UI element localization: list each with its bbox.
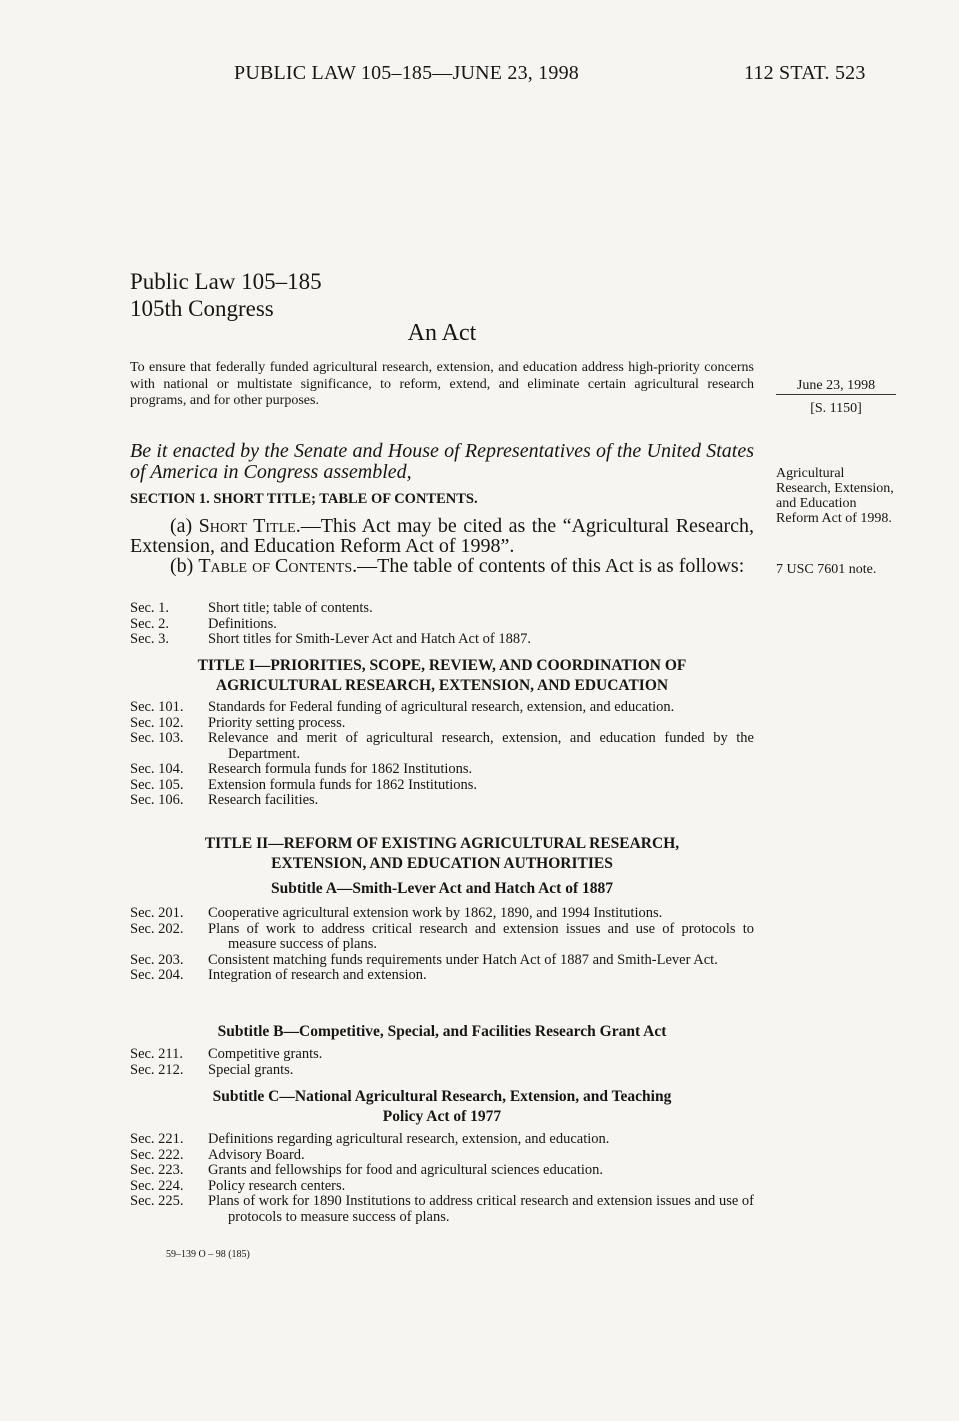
toc-entry bbox=[130, 1194, 754, 1225]
purpose-statement: To ensure that federally funded agricultural research, extension, and education address high-priority concerns with national or multistate significance, to reform, extend, and eliminate certain agricultural research programs, and for other purposes. bbox=[130, 360, 754, 408]
act-title: An Act bbox=[407, 320, 477, 346]
toc-section-title: Relevance and merit of agricultural research, extension, and education funded by the Department. bbox=[208, 730, 754, 762]
margin-note-date: June 23, 1998 bbox=[776, 378, 896, 395]
toc-entry bbox=[130, 1047, 754, 1063]
paragraph-b-text: .—The table of contents of this Act is as follows: bbox=[352, 555, 745, 577]
toc-section-title: Priority setting process. bbox=[208, 714, 346, 731]
toc-section-title: Definitions regarding agricultural research, extension, and education. bbox=[208, 1131, 610, 1147]
subtitle-a-heading: Subtitle A—Smith-Lever Act and Hatch Act of 1887 bbox=[271, 880, 613, 897]
toc-entry bbox=[130, 968, 754, 984]
toc-subtitle-b-list bbox=[130, 1047, 754, 1078]
public-law-number: Public Law 105–185 bbox=[130, 269, 322, 294]
toc-section-title: Research formula funds for 1862 Institutions. bbox=[208, 761, 473, 777]
toc-section-title: Policy research centers. bbox=[208, 1177, 346, 1194]
toc-entry bbox=[130, 1163, 754, 1179]
paragraph-a-caption: Short Title bbox=[198, 515, 296, 537]
toc-entry bbox=[130, 731, 754, 762]
section-1-heading: SECTION 1. SHORT TITLE; TABLE OF CONTENTS. bbox=[130, 491, 478, 507]
paragraph-b-caption: Table of Contents bbox=[198, 555, 353, 577]
toc-section-number: Sec. 2. bbox=[130, 615, 170, 632]
toc-section-number: Sec. 106. bbox=[130, 792, 184, 808]
toc-entry bbox=[130, 1148, 754, 1164]
toc-entry bbox=[130, 906, 754, 922]
toc-section-title: Research facilities. bbox=[208, 792, 319, 808]
toc-section-number: Sec. 225. bbox=[130, 1193, 184, 1209]
subtitle-b-heading: Subtitle B—Competitive, Special, and Facilities Research Grant Act bbox=[217, 1023, 667, 1040]
congress-number: 105th Congress bbox=[130, 296, 274, 321]
title-1-heading-line-1: TITLE I—PRIORITIES, SCOPE, REVIEW, AND COORDINATION OF bbox=[197, 657, 687, 674]
toc-subtitle-c-list bbox=[130, 1132, 754, 1225]
toc-entry bbox=[130, 700, 754, 716]
toc-entry bbox=[130, 953, 754, 969]
toc-section-title: Plans of work for 1890 Institutions to address critical research and extension issues and use of protocols to measure success of plans. bbox=[208, 1193, 754, 1225]
enacting-clause: Be it enacted by the Senate and House of Representatives of the United States of America in Congress assembled, bbox=[130, 440, 754, 483]
toc-entry bbox=[130, 716, 754, 732]
toc-entry bbox=[130, 617, 754, 633]
toc-section-number: Sec. 201. bbox=[130, 905, 184, 921]
toc-entry bbox=[130, 1063, 754, 1079]
subtitle-c-heading-line-1: Subtitle C—National Agricultural Research, Extension, and Teaching bbox=[212, 1088, 672, 1105]
toc-entry bbox=[130, 632, 754, 648]
toc-entry bbox=[130, 1179, 754, 1195]
toc-entry bbox=[130, 793, 754, 809]
title-1-heading-line-2: AGRICULTURAL RESEARCH, EXTENSION, AND EDUCATION bbox=[215, 677, 669, 694]
toc-section-title: Advisory Board. bbox=[208, 1146, 305, 1163]
title-2-heading-line-2: EXTENSION, AND EDUCATION AUTHORITIES bbox=[271, 855, 613, 872]
margin-note-bill-number: [S. 1150] bbox=[810, 401, 862, 416]
toc-section-title: Special grants. bbox=[208, 1061, 294, 1078]
toc-section-title: Short title; table of contents. bbox=[208, 600, 373, 616]
toc-section-title: Consistent matching funds requirements under Hatch Act of 1887 and Smith-Lever Act. bbox=[208, 951, 718, 968]
toc-section-number: Sec. 222. bbox=[130, 1146, 184, 1163]
paragraph-a-short-title bbox=[130, 516, 754, 556]
toc-section-number: Sec. 221. bbox=[130, 1131, 184, 1147]
toc-section-number: Sec. 203. bbox=[130, 951, 184, 968]
paragraph-b-table-of-contents bbox=[130, 556, 754, 576]
toc-section-title: Standards for Federal funding of agricultural research, extension, and education. bbox=[208, 699, 675, 715]
toc-section-number: Sec. 211. bbox=[130, 1046, 184, 1062]
toc-section-title: Definitions. bbox=[208, 615, 277, 632]
toc-section-title: Plans of work to address critical research and extension issues and use of protocols to measure success of plans. bbox=[208, 920, 754, 952]
toc-section-title: Competitive grants. bbox=[208, 1046, 323, 1062]
toc-entry bbox=[130, 1132, 754, 1148]
toc-section-number: Sec. 212. bbox=[130, 1061, 184, 1078]
paragraph-a-label: (a) bbox=[170, 515, 199, 537]
toc-section-title: Short titles for Smith-Lever Act and Hatch Act of 1887. bbox=[208, 631, 531, 647]
toc-subtitle-a-list bbox=[130, 906, 754, 984]
toc-section-number: Sec. 101. bbox=[130, 699, 184, 715]
running-header-title: PUBLIC LAW 105–185—JUNE 23, 1998 bbox=[234, 62, 579, 84]
toc-section-title: Grants and fellowships for food and agricultural sciences education. bbox=[208, 1162, 603, 1178]
margin-note-usc-citation: 7 USC 7601 note. bbox=[776, 562, 877, 577]
toc-section-number: Sec. 1. bbox=[130, 600, 170, 616]
toc-section-title: Integration of research and extension. bbox=[208, 967, 427, 983]
paragraph-a-text: .—This Act may be cited as the “Agricultural Research, Extension, and Education Reform Act of 1998”. bbox=[130, 515, 754, 557]
toc-section-number: Sec. 105. bbox=[130, 776, 184, 793]
toc-section-number: Sec. 202. bbox=[130, 920, 184, 937]
toc-section-number: Sec. 223. bbox=[130, 1162, 184, 1178]
paragraph-b-label: (b) bbox=[170, 555, 199, 577]
title-2-heading-line-1: TITLE II—REFORM OF EXISTING AGRICULTURAL RESEARCH, bbox=[204, 835, 680, 852]
toc-entry bbox=[130, 922, 754, 953]
toc-entry bbox=[130, 762, 754, 778]
toc-entry bbox=[130, 601, 754, 617]
toc-general-list bbox=[130, 601, 754, 648]
toc-section-number: Sec. 3. bbox=[130, 631, 170, 647]
toc-entry bbox=[130, 778, 754, 794]
toc-section-number: Sec. 224. bbox=[130, 1177, 184, 1194]
statute-page-number: 112 STAT. 523 bbox=[744, 62, 866, 84]
toc-section-number: Sec. 204. bbox=[130, 967, 184, 983]
toc-section-title: Extension formula funds for 1862 Institutions. bbox=[208, 776, 478, 793]
toc-section-number: Sec. 103. bbox=[130, 730, 184, 746]
toc-section-number: Sec. 104. bbox=[130, 761, 184, 777]
title-1-heading bbox=[130, 656, 754, 696]
title-2-heading bbox=[130, 834, 754, 874]
margin-note-short-title: Agricultural Research, Extension, and Education Reform Act of 1998. bbox=[776, 466, 894, 526]
toc-section-number: Sec. 102. bbox=[130, 714, 184, 731]
subtitle-c-heading-line-2: Policy Act of 1977 bbox=[382, 1108, 502, 1125]
subtitle-c-heading bbox=[130, 1087, 754, 1127]
toc-section-title: Cooperative agricultural extension work by 1862, 1890, and 1994 Institutions. bbox=[208, 905, 663, 921]
toc-title-1-list bbox=[130, 700, 754, 809]
print-job-footer: 59–139 O – 98 (185) bbox=[166, 1249, 250, 1260]
